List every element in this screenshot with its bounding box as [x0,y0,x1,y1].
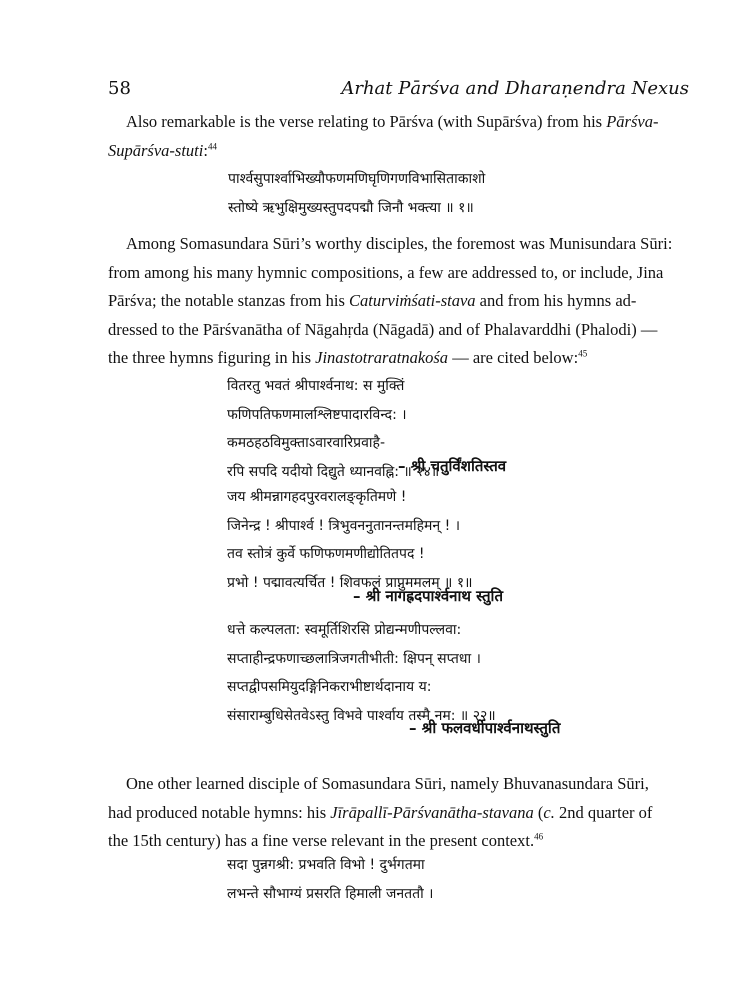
verse-line: सदा पुन्नगश्री: प्रभवति विभो ! दुर्भगतमा [227,857,425,873]
text-run: — are cited below: [448,348,579,367]
paragraph-2 [108,230,708,373]
verse-5 [227,851,433,908]
text-run: and from his hymns ad- [475,291,637,310]
italic-title: Supārśva-stuti [108,140,204,160]
attribution-caturvimsati: – श्री चतुर्विंशतिस्तव [398,457,507,475]
verse-4 [227,616,496,731]
attribution-phalavardhi: – श्री फलवर्धीपार्श्वनाथस्तुति [409,719,561,737]
verse-line: जय श्रीमन्नागहदपुरवरालङ्कृतिमणे ! [227,489,407,505]
verse-line: पार्श्वसुपार्श्वाभिख्यौफणमणिघृणिगणविभासिताकाशो [228,171,486,187]
verse-line: सप्तद्वीपसमियुदङ्गिनिकराभीष्टार्थदानाय य: [227,679,432,696]
text-run: ( [533,802,544,822]
verse-line: संसाराम्बुधिसेतवेऽस्तु विभवे पार्श्वाय तस्मै नम: ॥ २२॥ [227,708,496,725]
text-line: from among his many hymnic compositions, a few are addressed to, or include, Jina [108,262,664,282]
attribution-nagahrada: – श्री नागह्रदपार्श्वनाथ स्तुति [353,587,503,605]
text-run: Also remarkable is the verse relating to Pārśva (with Supārśva) from his [126,112,607,131]
italic-abbrev: c. [543,802,555,822]
verse-line: लभन्ते सौभाग्यं प्रसरति हिमाली जनततौ । [227,885,434,902]
paragraph-1 [108,108,708,165]
verse-3 [227,483,473,598]
text-run: Pārśva; the notable stanzas from his [108,291,350,310]
italic-title: Jinastotraratnakośa [315,348,449,367]
verse-1 [228,165,485,222]
text-run: the three hymns figuring in his [108,348,316,367]
footnote-ref: 44 [207,141,217,151]
text-line: One other learned disciple of Somasundara Sūri, namely Bhuvanasundara Sūri, [126,774,649,793]
verse-line: धत्ते कल्पलता: स्वमूर्तिशिरसि प्रोद्यन्मणीपल्लवा: [227,622,462,638]
text-run: the 15th century) has a fine verse relevant in the present context. [108,831,535,850]
verse-line: सप्ताहीन्द्रफणाच्छलात्रिजगतीभीती: क्षिपन् सप्तधा । [227,650,481,667]
text-line: dressed to the Pārśvanātha of Nāgahṛda (Nāgadā) and of Phalavarddhi (Phalodi) — [108,319,658,339]
verse-line: कमठहठविमुक्ताऽवारवारिप्रवाहै- [227,435,386,452]
paragraph-3 [108,770,708,856]
verse-line: रपि सपदि यदीयो दिद्युते ध्यानवह्नि: ॥ २४॥ [227,464,440,481]
text-run: : [203,140,208,160]
running-title: Arhat Pārśva and Dharaṇendra Nexus [341,78,689,99]
footnote-ref: 46 [534,831,544,842]
verse-line: जिनेन्द्र ! श्रीपार्श्व ! त्रिभुवननुतानन्तमहिमन् ! । [227,517,460,534]
verse-line: स्तोष्ये ऋभुक्षिमुख्यस्तुपदपद्मौ जिनौ भक्त्या ॥ १॥ [228,199,474,216]
verse-line: फणिपतिफणमालश्लिष्टपादारविन्द: । [227,406,407,423]
text-run: 2nd quarter of [554,802,653,822]
text-run: had produced notable hymns: his [108,802,331,822]
text-line: Among Somasundara Sūri’s worthy disciples, the foremost was Munisundara Sūri: [126,234,673,253]
italic-title: Jīrāpallī-Pārśvanātha-stavana [330,802,534,822]
italic-title: Caturviṁśati-stava [349,291,476,310]
page-number: 58 [108,78,131,99]
footnote-ref: 45 [578,348,588,359]
verse-line: वितरतु भवतं श्रीपार्श्वनाथ: स मुक्तिं [227,378,405,394]
verse-line: प्रभो ! पद्मावत्यर्चित ! शिवफलं प्राप्नुममलम् ॥ १॥ [227,575,473,592]
verse-line: तव स्तोत्रं कुर्वे फणिफणमणीद्योतितपद ! [227,546,425,563]
italic-title: Pārśva- [606,112,659,131]
